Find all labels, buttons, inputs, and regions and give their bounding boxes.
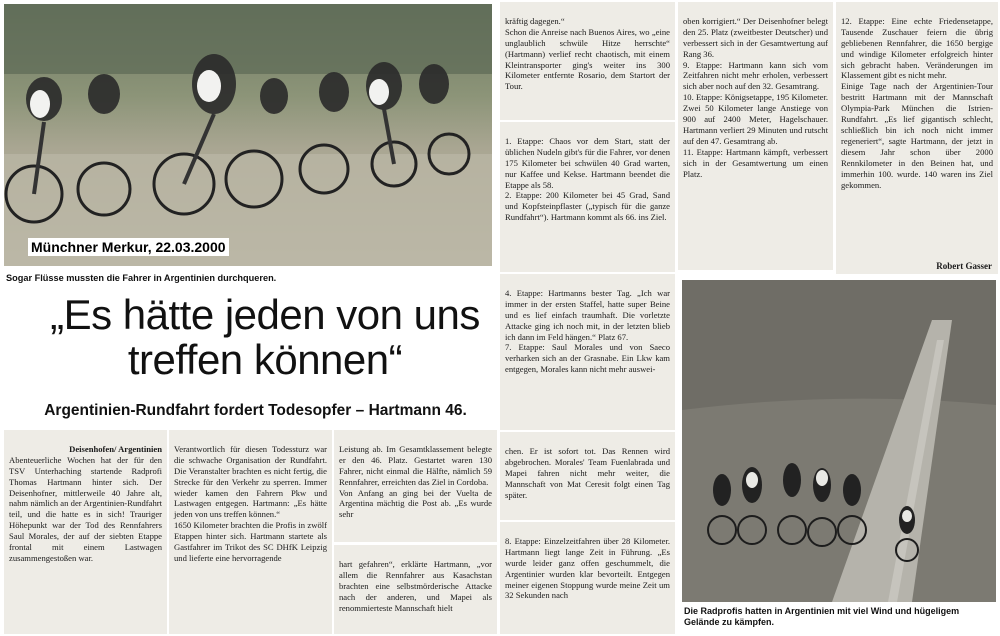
- article-column-2: [169, 430, 332, 634]
- top-photo-caption: Sogar Flüsse mussten die Fahrer in Argentinien durchqueren.: [6, 273, 277, 283]
- column-6-text: 12. Etappe: Eine echte Friedensetappe, Tausende Zuschauer feiern die übrig gebliebenen Rennfahrer, die 1650 bergige und windige Kilometer erfolgreich hinter sich gebracht haben. Veränderungen im Klassement gibt es nicht mehr. Einige Tage nach der Argentinien-Tour bestritt Hartmann mit der Mannschaft Olympia-Park München die Istrien-Rundfahrt. „Es lief gigantisch schlecht, schließlich bin ich noch nicht immer regeneriert“, sagte Hartmann, der jetzt in diesem Jahr schon über 2000 Rennkilometer in den Beinen hat, und immerhin 100. wurde. 140 waren ins Ziel gekommen.: [841, 15, 993, 190]
- column-4b-text: 1. Etappe: Chaos vor dem Start, statt der üblichen Nudeln gibt's für die Fahrer, vor denen 175 Kilometer bei schwülen 40 Grad warten, nur Kaffee und Kekse. Hartmann beendet die Etappe als 58. 2. Etappe: 200 Kilometer bei 45 Grad, Sand und Kopfsteinpflaster („typisch für die ganze Rundfahrt“). Hartmann kommt als 66. ins Ziel.: [505, 135, 670, 223]
- column-5-text: oben korrigiert.“ Der Deisenhofner belegt den 25. Platz (zweitbester Deutscher) und verbessert sich in der Gesamtwertung auf Rang 36. 9. Etappe: Hartmann kann sich vom Zeitfahren nicht mehr erholen, verbessert sich aber noch auf den 32. Gesamtrang. 10. Etappe: Königsetappe, 195 Kilometer. Zwei 50 Kilometer lange Anstiege von 900 auf 2400 Meter, Hagelschauer. Hartmann verliert 29 Minuten und rutscht auf den 47. Gesamtrang ab. 11. Etappe: Hartmann kämpft, verbessert sich in der Gesamtwertung um einen Platz.: [683, 15, 828, 179]
- article-column-6: [836, 2, 998, 274]
- subheadline: Argentinien-Rundfahrt fordert Todesopfer – Hartmann 46.: [44, 402, 467, 419]
- column-4e-text: 8. Etappe: Einzelzeitfahren über 28 Kilometer. Hartmann liegt lange Zeit in Führung. „Es wurde leider ganz offen geschummelt, die Argentinier wurden klar bevorteilt. Entgegen meiner eigenen Stoppung wurde meine Zeit um 32 Sekunden nach: [505, 535, 670, 601]
- source-label: Münchner Merkur, 22.03.2000: [28, 238, 229, 256]
- column-1-text: Abenteuerliche Wochen hat der für den TSV Unterhaching startende Radprofi Thomas Hartmann hinter sich. Der Deisenhofner, mittlerweile 40 Jahre alt, nahm nämlich an der Argentinien-Rundfahrt teil, und die hatte es in sich! Trauriger Höhepunkt war der Tod des Rennfahrers Saul Morales, der auf der siebten Etappe frontal mit einem Lastwagen zusammengestoßen war.: [9, 454, 162, 563]
- column-4c-text: 4. Etappe: Hartmanns bester Tag. „Ich war immer in der ersten Staffel, hatte super Beine und es lief einfach traumhaft. Die vorletzte Attacke ging ich noch mit, in der letzten blieb ich dann im Feld hängen.“ Platz 67. 7. Etappe: Saul Morales und von Saeco verharken sich an der Grasnabe. Ein Lkw kam entgegen, Morales kann nicht mehr auswei-: [505, 287, 670, 375]
- column-3b-text: hart gefahren“, erklärte Hartmann, „vor allem die Rennfahrer aus Kasachstan brachten eine selbstmörderische Attacke nach der anderen, und Mapei als renommierteste Mannschaft hielt: [339, 558, 492, 613]
- top-photo-river-crossing: [4, 4, 492, 266]
- dateline: Deisenhofen/ Argentinien: [69, 443, 162, 454]
- article-column-1: [4, 430, 167, 634]
- column-4d-text: chen. Er ist sofort tot. Das Rennen wird abgebrochen. Morales' Team Fuenlabrada und Mapei fahren nicht mehr weiter, die Mannschaft von Mat Ceresit folgt einen Tag später.: [505, 445, 670, 500]
- article-column-3a: [334, 430, 497, 542]
- article-column-4b: [500, 122, 675, 272]
- column-4a-text: kräftig dagegen.“ Schon die Anreise nach Buenos Aires, wo „eine unglaublich schwüle Hitze herrschte“ (Hartmann) verlief recht chaotisch, mit einem Kleintransporter ging's weiter ins 300 Kilometer entfernte Rosario, dem Startort der Tour.: [505, 15, 670, 92]
- article-column-5: [678, 2, 833, 270]
- cyclists-road-illustration: [682, 280, 996, 602]
- author: Robert Gasser: [936, 261, 992, 272]
- bottom-photo-cyclists-road: [682, 280, 996, 602]
- bottom-photo-caption: Die Radprofis hatten in Argentinien mit viel Wind und hügeligem Gelände zu kämpfen.: [684, 606, 960, 627]
- headline: „Es hätte jeden von uns treffen können“: [50, 291, 480, 383]
- river-crossing-illustration: [4, 4, 492, 266]
- article-column-3b: [334, 545, 497, 634]
- article-column-4a: [500, 2, 675, 120]
- article-column-4d: [500, 432, 675, 520]
- column-2-text: Verantwortlich für diesen Todessturz war die schwache Organisation der Rundfahrt. Die Veranstalter brachten es nicht fertig, die Strecke für den Verkehr zu sperren. Immer wieder kamen den Fahrern Pkw und Lastwagen entgegen. Hartmann: „Es hätte jeden von uns treffen können.“ 1650 Kilometer brachten die Profis in zwölf Etappen hinter sich. Hartmann startete als Gastfahrer im Trikot des SC DHfK Leipzig und lieferte eine hervorragende: [174, 443, 327, 563]
- column-3a-text: Leistung ab. Im Gesamtklassement belegte er den 46. Platz. Gestartet waren 130 Fahrer, nicht einmal die Hälfte, nämlich 59 Rennfahrer, erreichten das Ziel in Cordoba. Von Anfang an ging bei der Vuelta de Argentina mächtig die Post ab. „Es wurde sehr: [339, 443, 492, 520]
- article-column-4e: [500, 522, 675, 634]
- article-column-4c: [500, 274, 675, 430]
